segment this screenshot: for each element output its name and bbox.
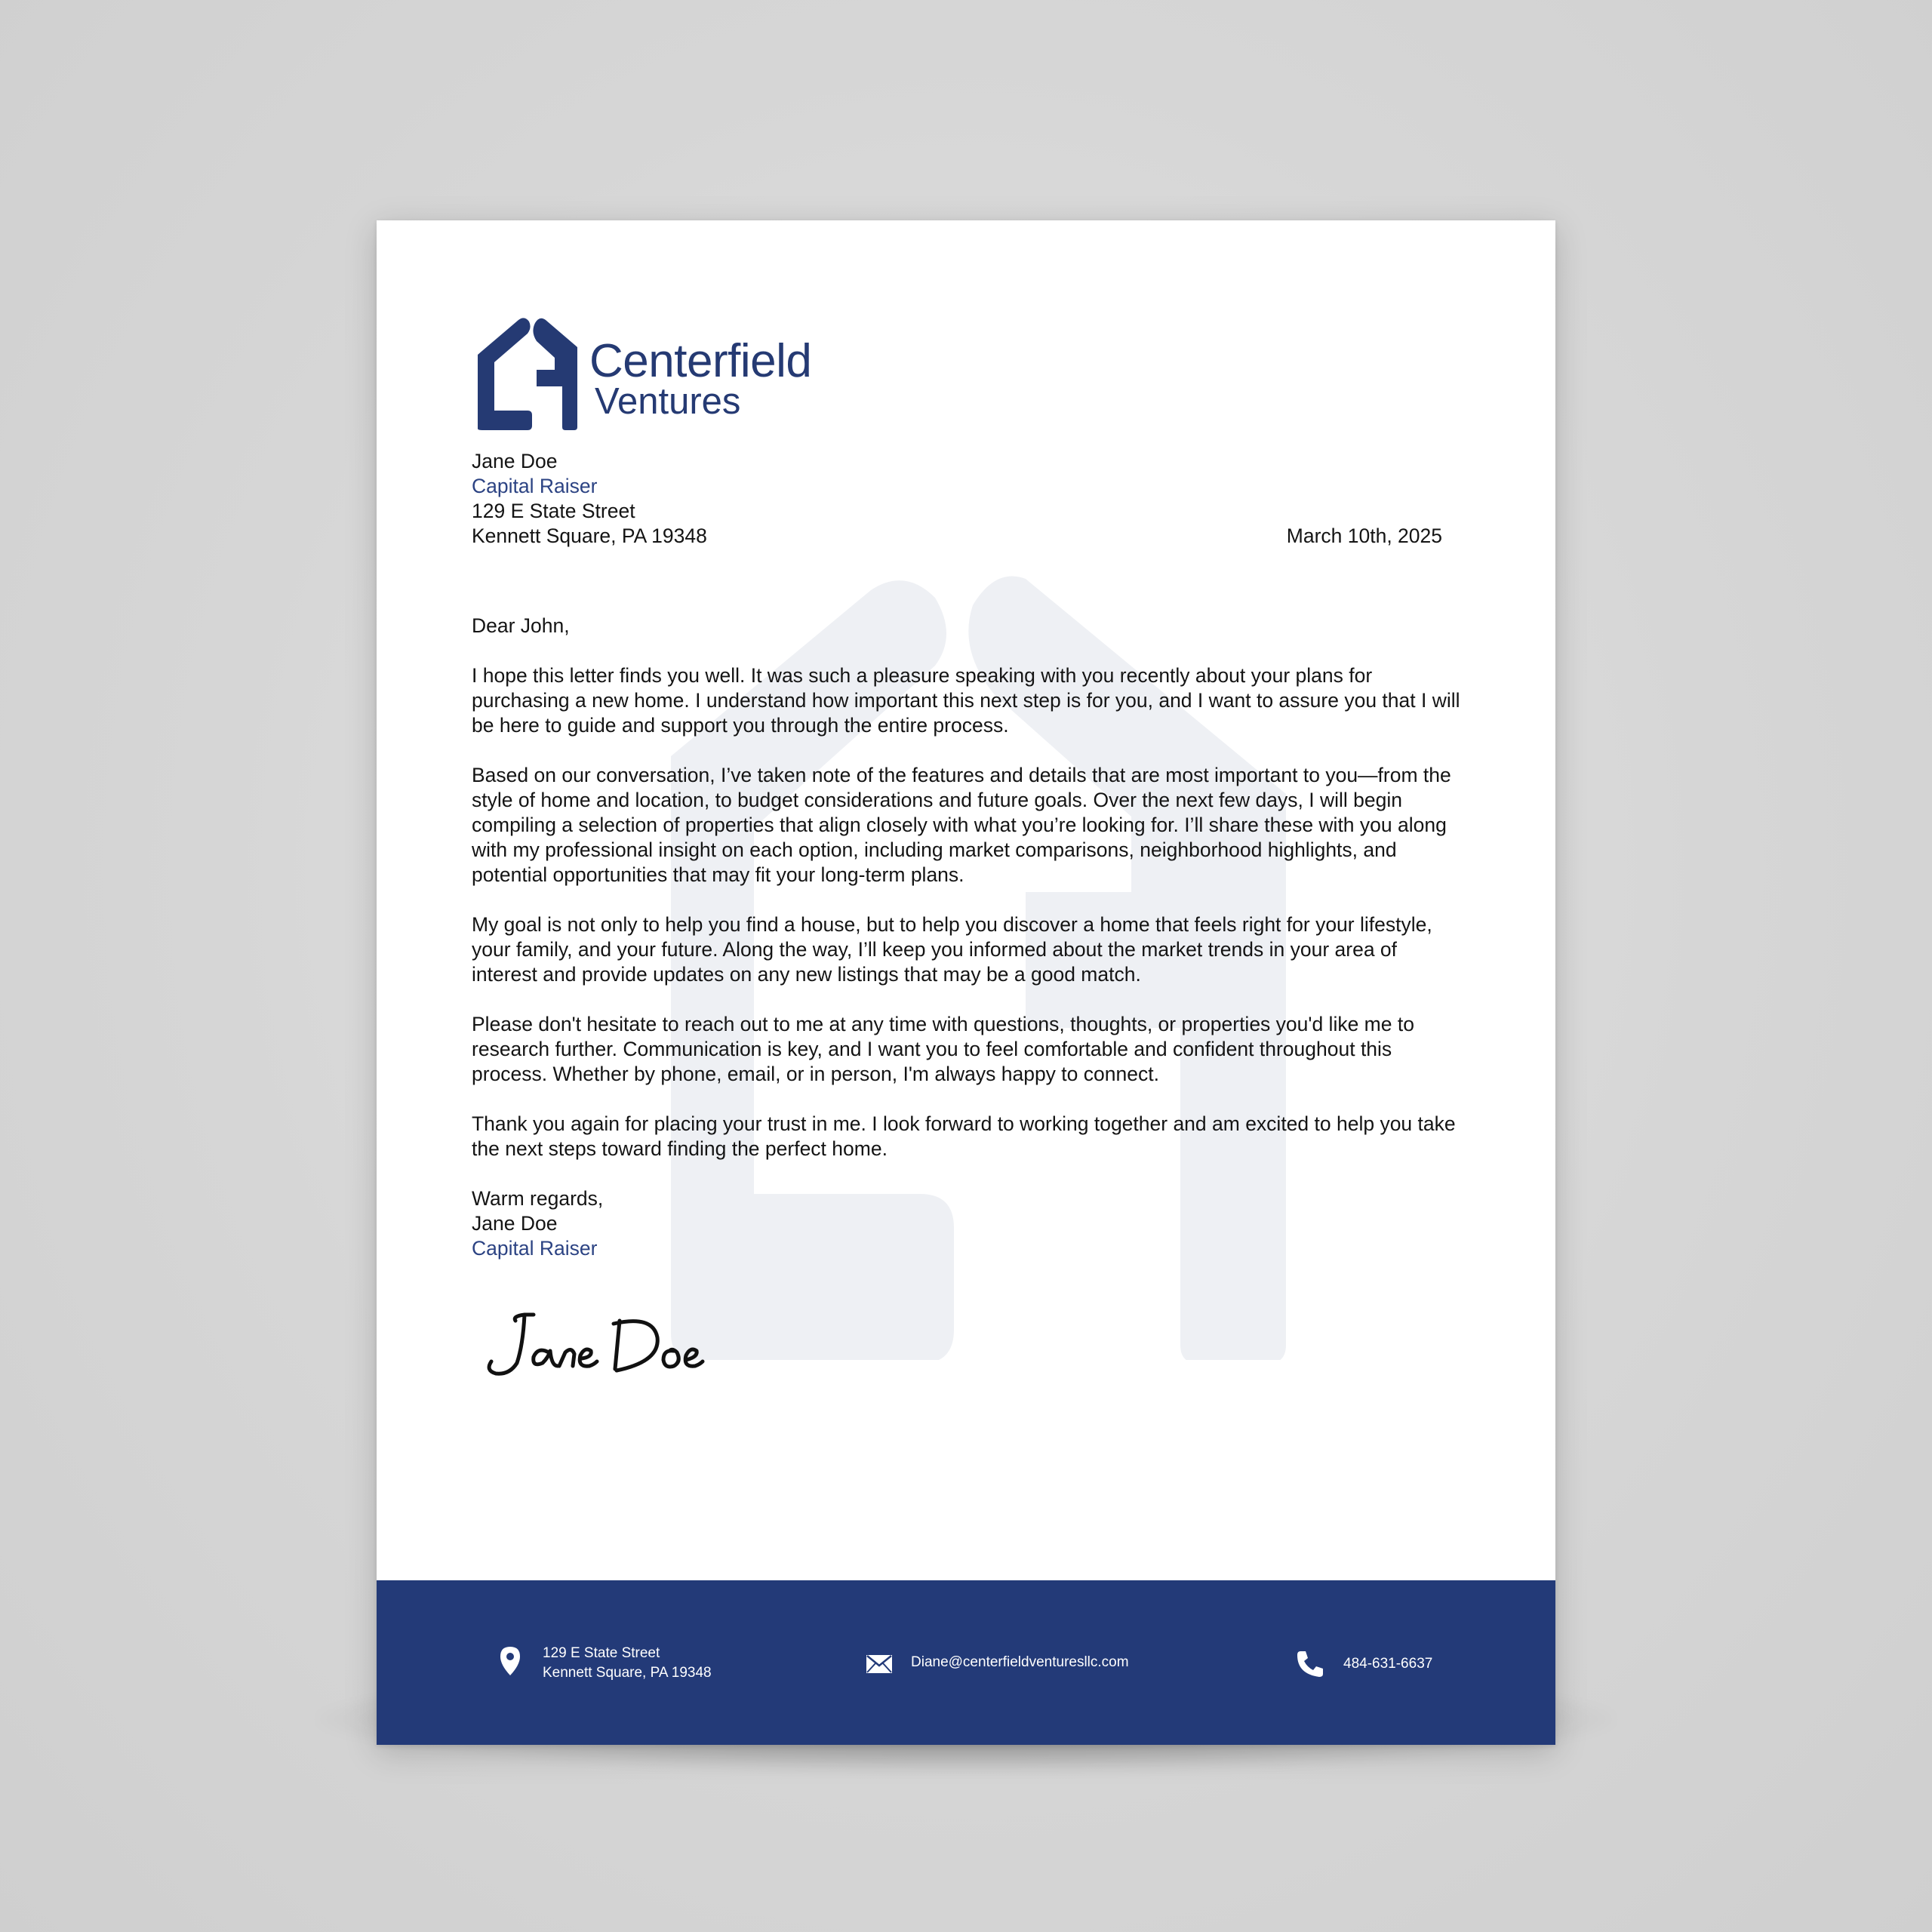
sender-city: Kennett Square, PA 19348 [472,525,707,547]
house-logo-icon [475,317,580,432]
paragraph-5: Thank you again for placing your trust in me. I look forward to working together and am excited to help you take the next steps toward finding the perfect home. [472,1112,1456,1160]
envelope-icon [866,1654,893,1674]
footer-address-line2: Kennett Square, PA 19348 [543,1665,712,1681]
letterhead-page [377,220,1555,1745]
sender-title: Capital Raiser [472,475,598,497]
signer-title: Capital Raiser [472,1237,598,1260]
signer-name: Jane Doe [472,1212,558,1235]
paragraph-2: Based on our conversation, I’ve taken note of the features and details that are most important to you—from the style of home and location, to budget considerations and future goals. Over the next few days, I will begin compiling a selection of properties that align closely with what you’re looking for. I’ll share these with you along with my professional insight on each option, including market comparisons, neighborhood highlights, and potential opportunities that may fit your long-term plans. [472,764,1451,886]
letter-date: March 10th, 2025 [1286,525,1442,547]
company-logo [475,317,837,438]
footer-phone[interactable]: 484-631-6637 [1343,1656,1433,1672]
handwritten-signature [479,1307,706,1383]
brand-name-line2: Ventures [595,381,741,422]
letter-body [472,449,1468,1261]
contact-footer [377,1580,1555,1745]
location-pin-icon [499,1645,521,1677]
sender-street: 129 E State Street [472,500,635,522]
paragraph-1: I hope this letter finds you well. It was such a pleasure speaking with you recently about your plans for purchasing a new home. I understand how important this next step is for you, and I want to assure you that I will be here to guide and support you through the entire process. [472,664,1460,737]
closing: Warm regards, [472,1187,604,1210]
brand-name-line1: Centerfield [589,335,812,387]
salutation: Dear John, [472,614,570,637]
footer-address-line1: 129 E State Street [543,1645,660,1661]
paragraph-4: Please don't hesitate to reach out to me at any time with questions, thoughts, or properties you'd like me to research further. Communication is key, and I want you to feel comfortable and confident throughout this process. Whether by phone, email, or in person, I'm always happy to connect. [472,1013,1414,1085]
paragraph-3: My goal is not only to help you find a house, but to help you discover a home that feels right for your lifestyle, your family, and your future. Along the way, I’ll keep you informed about the market trends in your area of interest and provide updates on any new listings that may be a good match. [472,913,1432,986]
footer-email[interactable]: Diane@centerfieldventuresllc.com [911,1654,1129,1670]
footer-address [543,1644,712,1683]
sender-name: Jane Doe [472,450,558,472]
phone-icon [1296,1650,1324,1678]
